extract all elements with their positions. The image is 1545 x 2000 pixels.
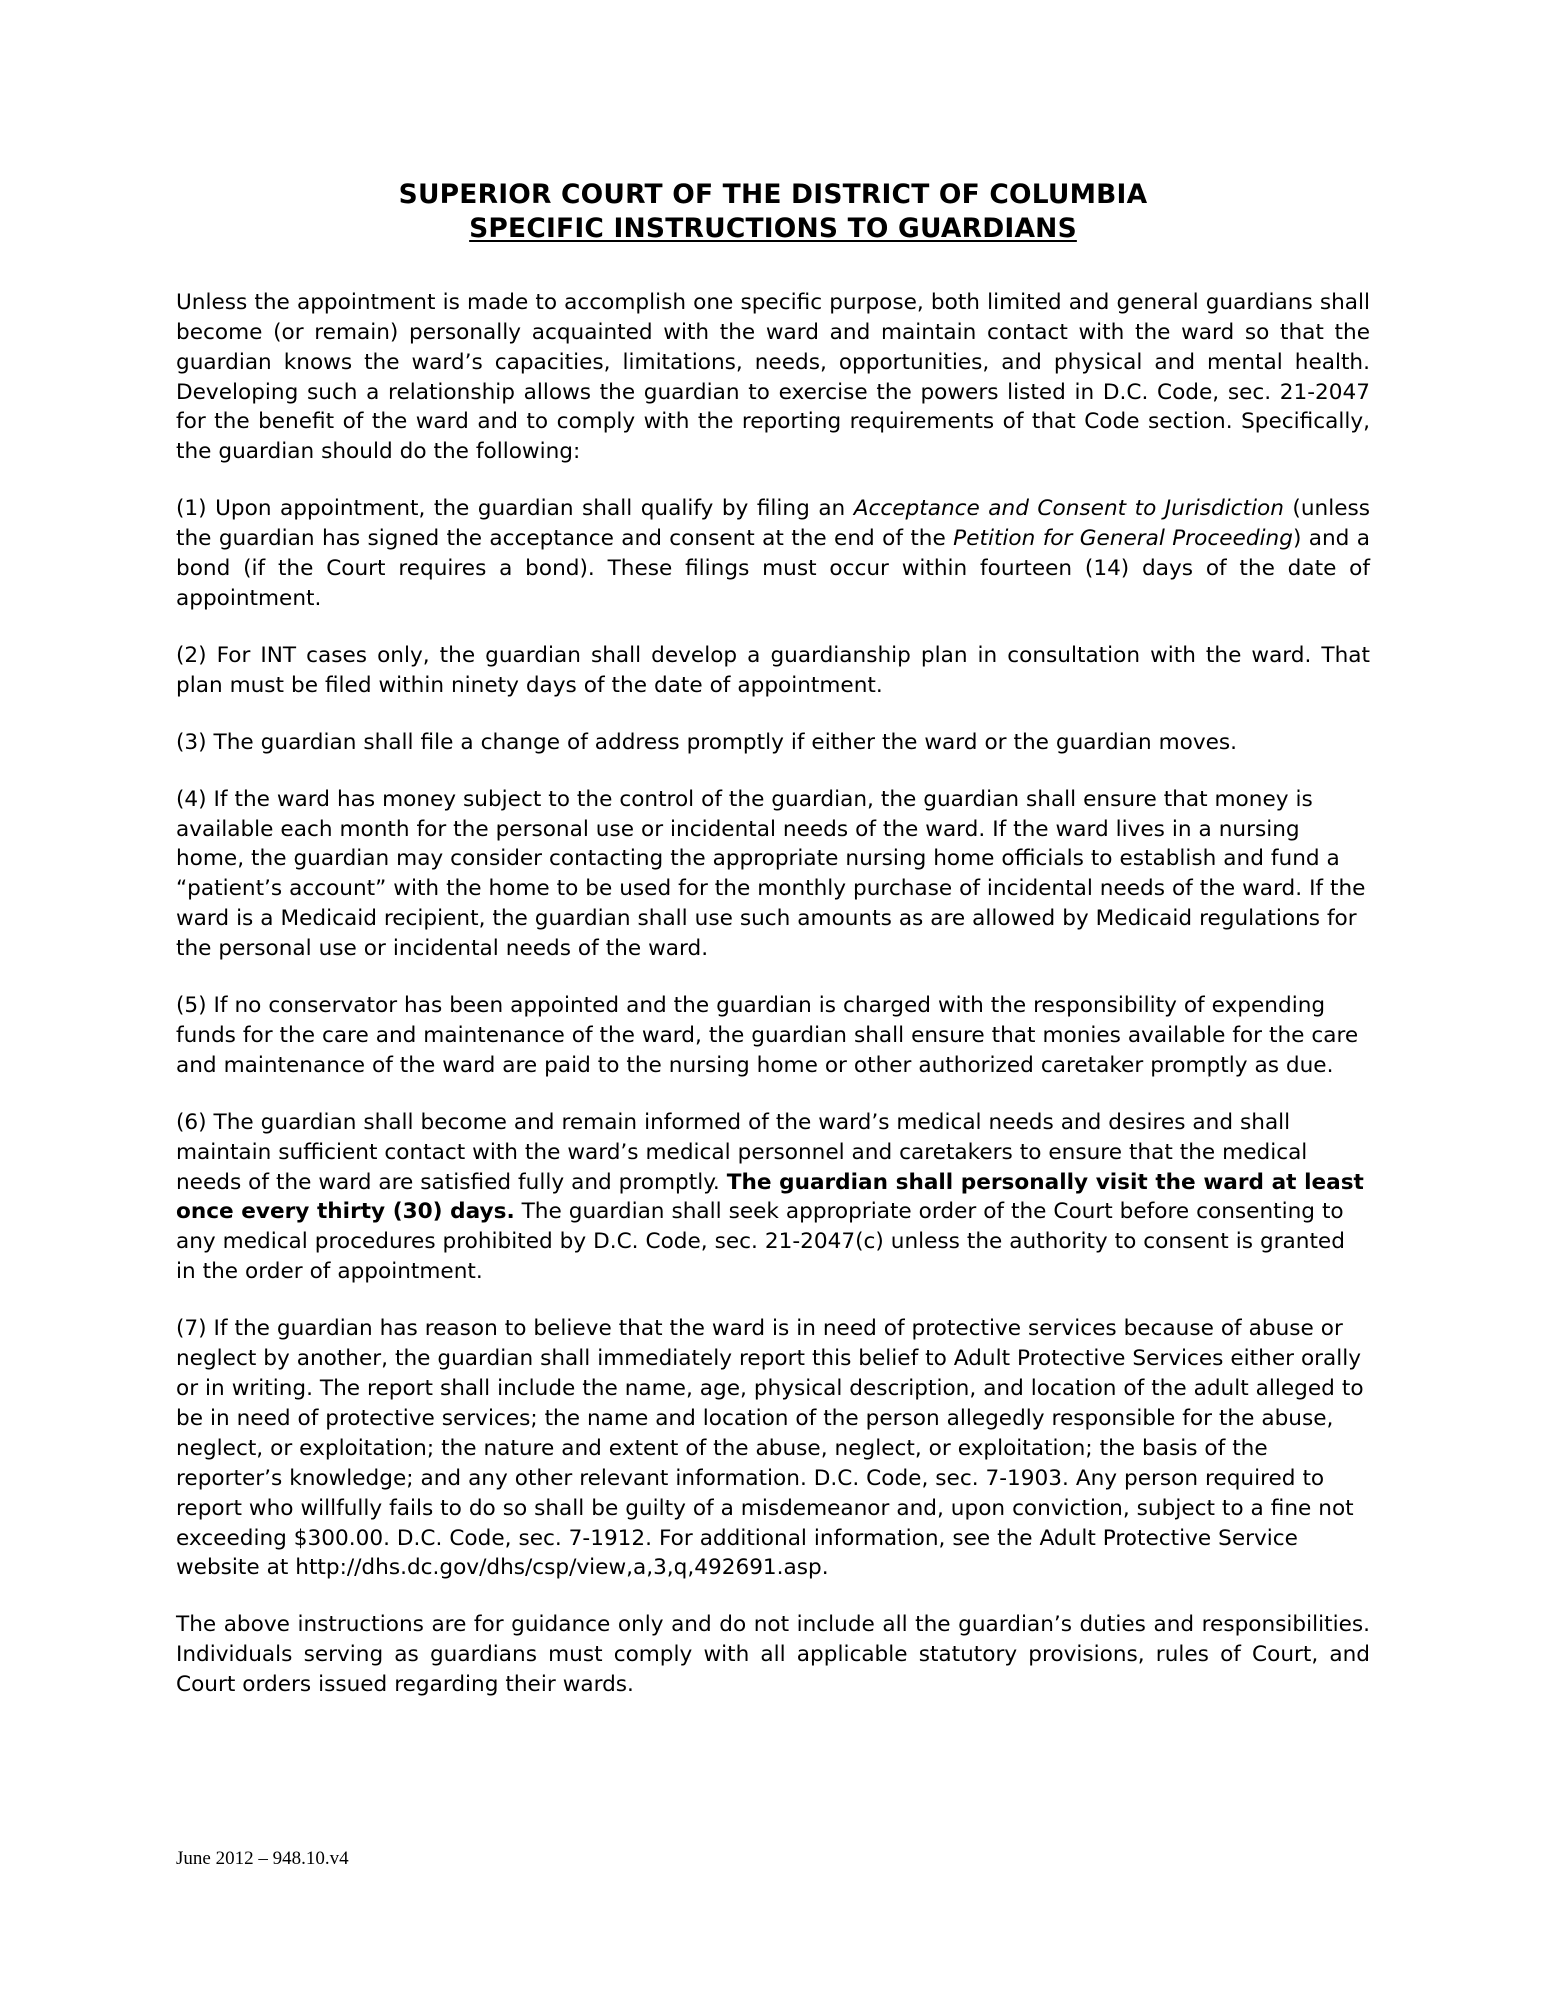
instruction-item-4: (4) If the ward has money subject to the control of the guardian, the guardian shall ensure that money is available each month for the personal use or incidental needs of the ward. If the ward lives in a nursing home, the guardian may consider contacting the appropriate nursing home officials to establish and fund a “patient’s account” with the home to be used for the monthly purchase of incidental needs of the ward. If the ward is a Medicaid recipient, the guardian shall use such amounts as are allowed by Medicaid regulations for the personal use or incidental needs of the ward.	[176, 786, 1366, 962]
document-title-block	[176, 178, 1370, 246]
document-footer-revision: June 2012 – 948.10.v4	[176, 1848, 349, 1869]
item-1-italic-petition: Petition for General Proceeding	[953, 526, 1293, 552]
instruction-item-1	[176, 494, 1370, 614]
instruction-item-2: (2) For INT cases only, the guardian shall develop a guardianship plan in consultation with the ward. That plan must be filed within ninety days of the date of appointment.	[176, 642, 1370, 698]
closing-paragraph: The above instructions are for guidance only and do not include all the guardian’s duties and responsibilities. Individuals serving as guardians must comply with all applicable statutory provisions, rules of Court, and Court orders issued regarding their wards.	[176, 1612, 1370, 1698]
item-1-text-b: (unless the guardian has signed the acceptance and consent at the end of the	[176, 496, 1370, 552]
page-title-line-2: SPECIFIC INSTRUCTIONS TO GUARDIANS	[469, 212, 1077, 244]
document-content	[176, 0, 1370, 1727]
instruction-item-6	[176, 1108, 1370, 1287]
item-6-text-b: The guardian shall seek appropriate order of the Court before consenting to any medical procedures prohibited by D.C. Code, sec. 21-2047(c) unless the authority to consent is granted in the order of appointment.	[176, 1199, 1345, 1285]
page-title-line-1: SUPERIOR COURT OF THE DISTRICT OF COLUMBIA	[398, 179, 1148, 210]
item-1-text-a: (1) Upon appointment, the guardian shall qualify by filing an	[176, 496, 854, 522]
instruction-item-5: (5) If no conservator has been appointed and the guardian is charged with the responsibility of expending funds for the care and maintenance of the ward, the guardian shall ensure that monies available for the care and maintenance of the ward are paid to the nursing home or other authorized caretaker promptly as due.	[176, 993, 1359, 1078]
item-1-italic-acceptance: Acceptance and Consent to Jurisdiction	[853, 496, 1284, 522]
instruction-item-7: (7) If the guardian has reason to believe that the ward is in need of protective services because of abuse or neglect by another, the guardian shall immediately report this belief to Adult Protective Services either orally or in writing. The report shall include the name, age, physical description, and location of the adult alleged to be in need of protective services; the name and location of the person allegedly responsible for the abuse, neglect, or exploitation; the nature and extent of the abuse, neglect, or exploitation; the basis of the reporter’s knowledge; and any other relevant information. D.C. Code, sec. 7-1903. Any person required to report who willfully fails to do so shall be guilty of a misdemeanor and, upon conviction, subject to a fine not exceeding $300.00. D.C. Code, sec. 7-1912. For additional information, see the Adult Protective Service website at http://dhs.dc.gov/dhs/csp/view,a,3,q,492691.asp.	[176, 1316, 1364, 1581]
intro-paragraph: Unless the appointment is made to accomplish one specific purpose, both limited and general guardians shall become (or remain) personally acquainted with the ward and maintain contact with the ward so that the guardian knows the ward’s capacities, limitations, needs, opportunities, and physical and mental health. Developing such a relationship allows the guardian to exercise the powers listed in D.C. Code, sec. 21-2047 for the benefit of the ward and to comply with the reporting requirements of that Code section. Specifically, the guardian should do the following:	[176, 289, 1370, 465]
item-6-bold-visit-requirement: The guardian shall personally visit the ward at least once every thirty (30) days.	[176, 1169, 1364, 1225]
item-6-text-a: (6) The guardian shall become and remain informed of the ward’s medical needs and desires and shall maintain sufficient contact with the ward’s medical personnel and caretakers to ensure that the medical needs of the ward are satisfied fully and promptly.	[176, 1109, 1308, 1195]
instruction-item-3: (3) The guardian shall file a change of address promptly if either the ward or the guardian moves.	[176, 729, 1238, 755]
item-1-text-c: ) and a bond (if the Court requires a bond). These filings must occur within fourteen (14) days of the date of appointment.	[176, 526, 1371, 611]
document-body	[176, 288, 1370, 1700]
